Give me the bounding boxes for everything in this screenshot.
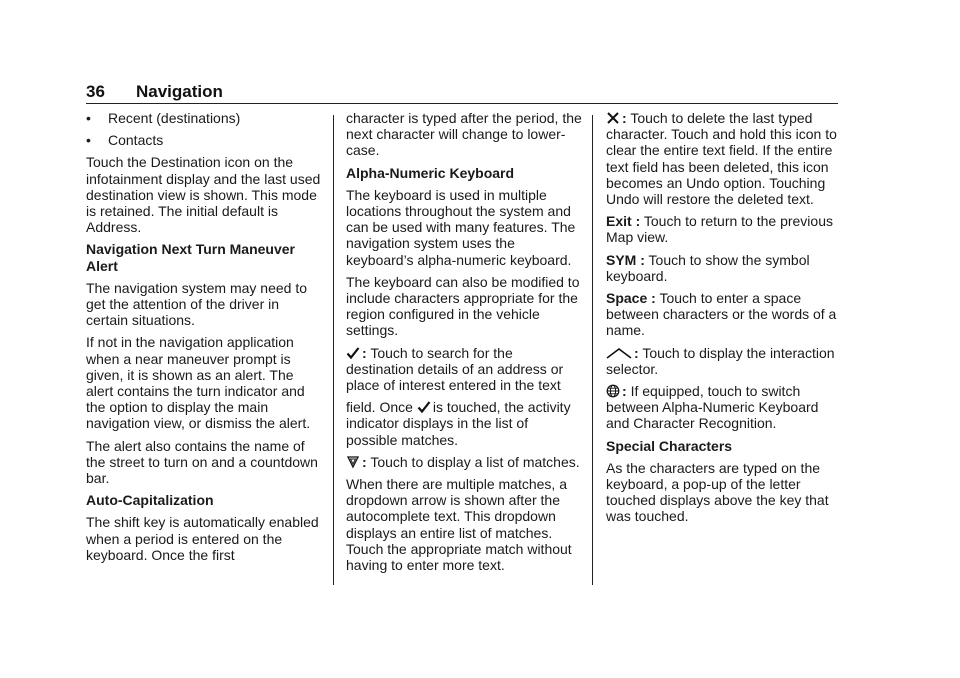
paragraph: The keyboard is used in multiple locations throughout the system and can be used with many features. The navigation system uses the keyboard’s alpha-numeric keyboard. xyxy=(346,186,576,268)
paragraph: If not in the navigation application when a near maneuver prompt is given, it is shown as an alert. The alert contains the turn indicator and the option to display the main navigation view, or dismiss the alert. xyxy=(86,334,311,432)
page-number: 36 xyxy=(86,82,105,101)
delete-x-icon xyxy=(606,111,620,125)
paragraph: As the characters are typed on the keyboard, a pop-up of the letter touched displays above the key that was touched. xyxy=(606,459,829,525)
subheading: Auto-Capitalization xyxy=(86,492,214,509)
globe-icon xyxy=(606,384,620,398)
paragraph: : Touch to display the interaction selector. xyxy=(606,344,835,377)
paragraph: The keyboard can also be modified to include characters appropriate for the region configured in the vehicle settings. xyxy=(346,273,580,339)
paragraph: : Touch to delete the last typed character. Touch and hold this icon to clear the entire text field. If the entire text field has been deleted, this icon becomes an Undo option. Touching Undo will restore the deleted text. xyxy=(606,110,837,208)
paragraph: When there are multiple matches, a dropdown arrow is shown after the autocomplete text. This dropdown displays an entire list of matches. Touch the appropriate match without having to enter more text. xyxy=(346,476,572,574)
dropdown-triangle-icon xyxy=(346,455,360,469)
paragraph: The alert also contains the name of the street to turn on and a countdown bar. xyxy=(86,437,318,487)
paragraph: The shift key is automatically enabled when a period is entered on the keyboard. Once the first xyxy=(86,514,319,563)
paragraph: field. Once is touched, the activity indicator displays in the list of possible matches. xyxy=(346,399,571,448)
paragraph: : Touch to display a list of matches. xyxy=(346,454,582,470)
section-title: Navigation xyxy=(136,82,223,101)
column-3 xyxy=(606,110,842,531)
paragraph: character is typed after the period, the next character will change to lower-case. xyxy=(346,110,582,159)
subheading: Navigation Next Turn Maneuver Alert xyxy=(86,241,296,274)
paragraph: : If equipped, touch to switch between Alpha-Numeric Keyboard and Character Recognition. xyxy=(606,383,819,432)
subheading: Alpha-Numeric Keyboard xyxy=(346,164,515,181)
column-1 xyxy=(86,110,322,569)
header-rule xyxy=(86,103,838,104)
checkmark-icon xyxy=(346,346,360,360)
caret-up-icon xyxy=(606,346,632,360)
paragraph: Touch the Destination icon on the infotainment display and the last used destination view is shown. This mode is retained. The initial default is Address. xyxy=(86,154,321,236)
subheading: Special Characters xyxy=(606,437,733,454)
paragraph: The navigation system may need to get the attention of the driver in certain situations. xyxy=(86,279,308,329)
paragraph: Space : Touch to enter a space between characters or the words of a name. xyxy=(606,290,837,339)
list-item: • Recent (destinations) xyxy=(86,110,241,126)
paragraph: SYM : Touch to show the symbol keyboard. xyxy=(606,251,810,284)
checkmark-icon xyxy=(417,400,431,414)
column-divider xyxy=(333,115,334,585)
paragraph: : Touch to search for the destination details of an address or place of interest entered in the text xyxy=(346,344,564,394)
paragraph: Exit : Touch to return to the previous Map view. xyxy=(606,213,833,246)
column-2 xyxy=(346,110,582,579)
list-item: • Contacts xyxy=(86,132,164,149)
page-header xyxy=(86,82,838,104)
column-divider xyxy=(592,115,593,585)
